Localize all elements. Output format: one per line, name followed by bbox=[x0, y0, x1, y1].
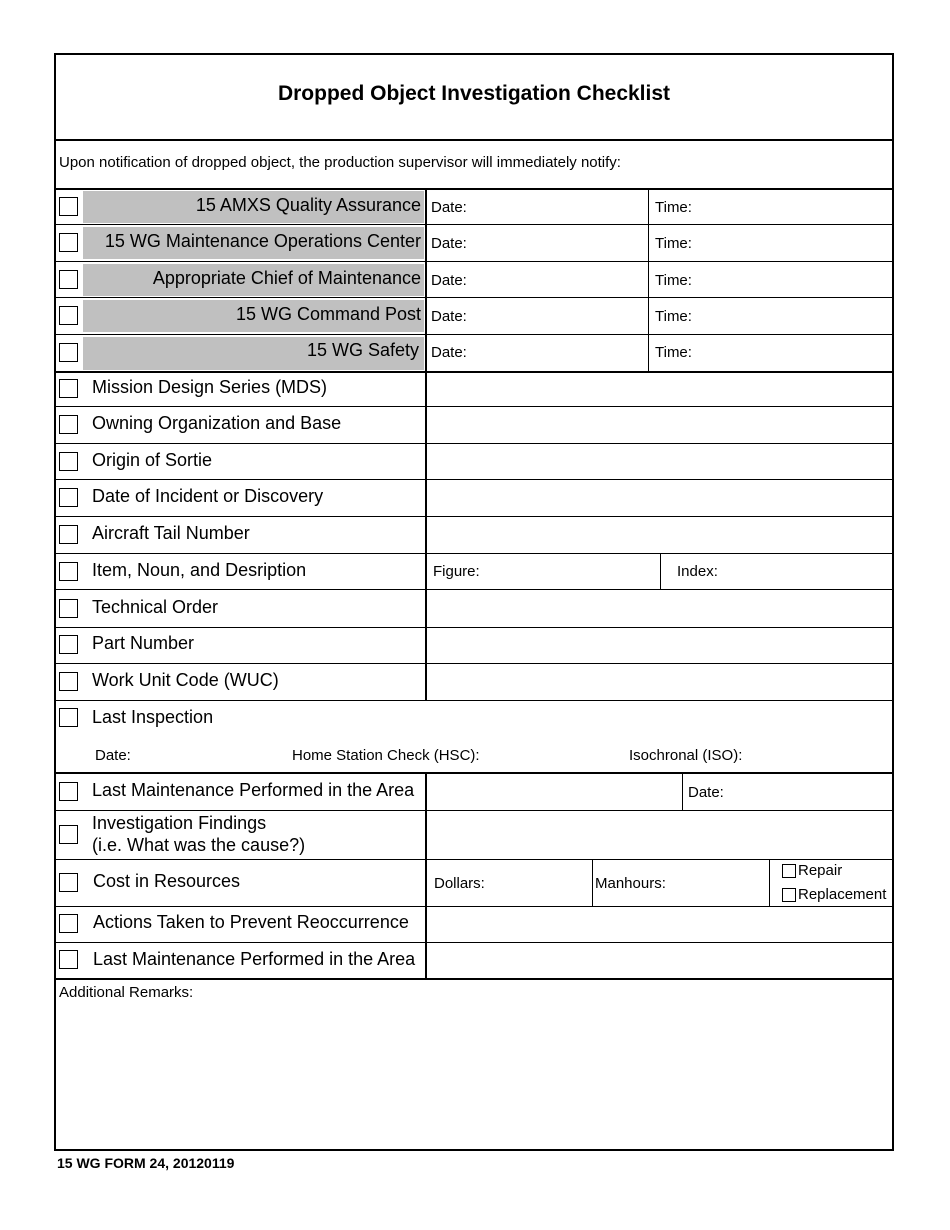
last-maintenance-checkbox[interactable] bbox=[59, 782, 78, 801]
notify-command-post-date-field[interactable]: Date: bbox=[431, 308, 467, 325]
notify-moc-label: 15 WG Maintenance Operations Center bbox=[104, 231, 421, 251]
notify-moc-checkbox[interactable] bbox=[59, 233, 78, 252]
notify-chief-label: Appropriate Chief of Maintenance bbox=[152, 268, 421, 288]
hsc-field[interactable]: Home Station Check (HSC): bbox=[292, 747, 480, 764]
dollars-field[interactable]: Dollars: bbox=[434, 875, 485, 892]
mds-checkbox[interactable] bbox=[59, 379, 78, 398]
notify-moc-time-field[interactable]: Time: bbox=[655, 235, 692, 252]
mds-label: Mission Design Series (MDS) bbox=[92, 377, 328, 397]
index-field[interactable]: Index: bbox=[677, 563, 718, 580]
notify-safety-date-field[interactable]: Date: bbox=[431, 344, 467, 361]
inspection-date-field[interactable]: Date: bbox=[95, 747, 131, 764]
notify-command-post-checkbox[interactable] bbox=[59, 306, 78, 325]
actions-taken-label: Actions Taken to Prevent Reoccurrence bbox=[93, 912, 409, 932]
cost-resources-checkbox[interactable] bbox=[59, 873, 78, 892]
iso-field[interactable]: Isochronal (ISO): bbox=[629, 747, 743, 764]
replacement-label: Replacement bbox=[798, 886, 887, 903]
additional-remarks-label: Additional Remarks: bbox=[59, 984, 194, 1001]
form-title: Dropped Object Investigation Checklist bbox=[277, 82, 671, 105]
tail-number-checkbox[interactable] bbox=[59, 525, 78, 544]
wuc-label: Work Unit Code (WUC) bbox=[92, 670, 279, 690]
investigation-findings-sublabel: (i.e. What was the cause?) bbox=[92, 835, 306, 855]
notify-qa-date-field[interactable]: Date: bbox=[431, 199, 467, 216]
technical-order-label: Technical Order bbox=[92, 597, 219, 617]
form-id: 15 WG FORM 24, 20120119 bbox=[57, 1155, 235, 1171]
repair-checkbox[interactable] bbox=[782, 864, 796, 878]
maintenance-date-field[interactable]: Date: bbox=[688, 784, 724, 801]
notify-qa-checkbox[interactable] bbox=[59, 197, 78, 216]
actions-taken-checkbox[interactable] bbox=[59, 914, 78, 933]
repair-label: Repair bbox=[798, 862, 843, 879]
last-maintenance-2-checkbox[interactable] bbox=[59, 950, 78, 969]
last-inspection-checkbox[interactable] bbox=[59, 708, 78, 727]
notify-moc-date-field[interactable]: Date: bbox=[431, 235, 467, 252]
item-noun-checkbox[interactable] bbox=[59, 562, 78, 581]
notify-command-post-label: 15 WG Command Post bbox=[235, 304, 421, 324]
notify-chief-time-field[interactable]: Time: bbox=[655, 272, 692, 289]
intro-text: Upon notification of dropped object, the production supervisor will immediately notify: bbox=[59, 154, 621, 171]
cost-resources-label: Cost in Resources bbox=[93, 871, 241, 891]
technical-order-checkbox[interactable] bbox=[59, 599, 78, 618]
tail-number-label: Aircraft Tail Number bbox=[92, 523, 250, 543]
last-maintenance-label: Last Maintenance Performed in the Area bbox=[92, 780, 415, 800]
owning-org-checkbox[interactable] bbox=[59, 415, 78, 434]
item-noun-label: Item, Noun, and Desription bbox=[92, 560, 307, 580]
incident-date-checkbox[interactable] bbox=[59, 488, 78, 507]
additional-remarks-area[interactable] bbox=[58, 1004, 890, 1146]
notify-qa-label: 15 AMXS Quality Assurance bbox=[195, 195, 421, 215]
notify-safety-time-field[interactable]: Time: bbox=[655, 344, 692, 361]
investigation-findings-checkbox[interactable] bbox=[59, 825, 78, 844]
part-number-checkbox[interactable] bbox=[59, 635, 78, 654]
incident-date-label: Date of Incident or Discovery bbox=[92, 486, 324, 506]
notify-safety-label: 15 WG Safety bbox=[306, 340, 419, 360]
notify-safety-checkbox[interactable] bbox=[59, 343, 78, 362]
last-maintenance-2-label: Last Maintenance Performed in the Area bbox=[93, 949, 416, 969]
notify-chief-date-field[interactable]: Date: bbox=[431, 272, 467, 289]
origin-sortie-checkbox[interactable] bbox=[59, 452, 78, 471]
figure-field[interactable]: Figure: bbox=[433, 563, 480, 580]
part-number-label: Part Number bbox=[92, 633, 195, 653]
origin-sortie-label: Origin of Sortie bbox=[92, 450, 213, 470]
notify-chief-checkbox[interactable] bbox=[59, 270, 78, 289]
manhours-field[interactable]: Manhours: bbox=[595, 875, 666, 892]
notify-command-post-time-field[interactable]: Time: bbox=[655, 308, 692, 325]
last-inspection-label: Last Inspection bbox=[92, 707, 214, 727]
wuc-checkbox[interactable] bbox=[59, 672, 78, 691]
notify-qa-time-field[interactable]: Time: bbox=[655, 199, 692, 216]
owning-org-label: Owning Organization and Base bbox=[92, 413, 342, 433]
investigation-findings-label: Investigation Findings bbox=[92, 813, 267, 833]
replacement-checkbox[interactable] bbox=[782, 888, 796, 902]
